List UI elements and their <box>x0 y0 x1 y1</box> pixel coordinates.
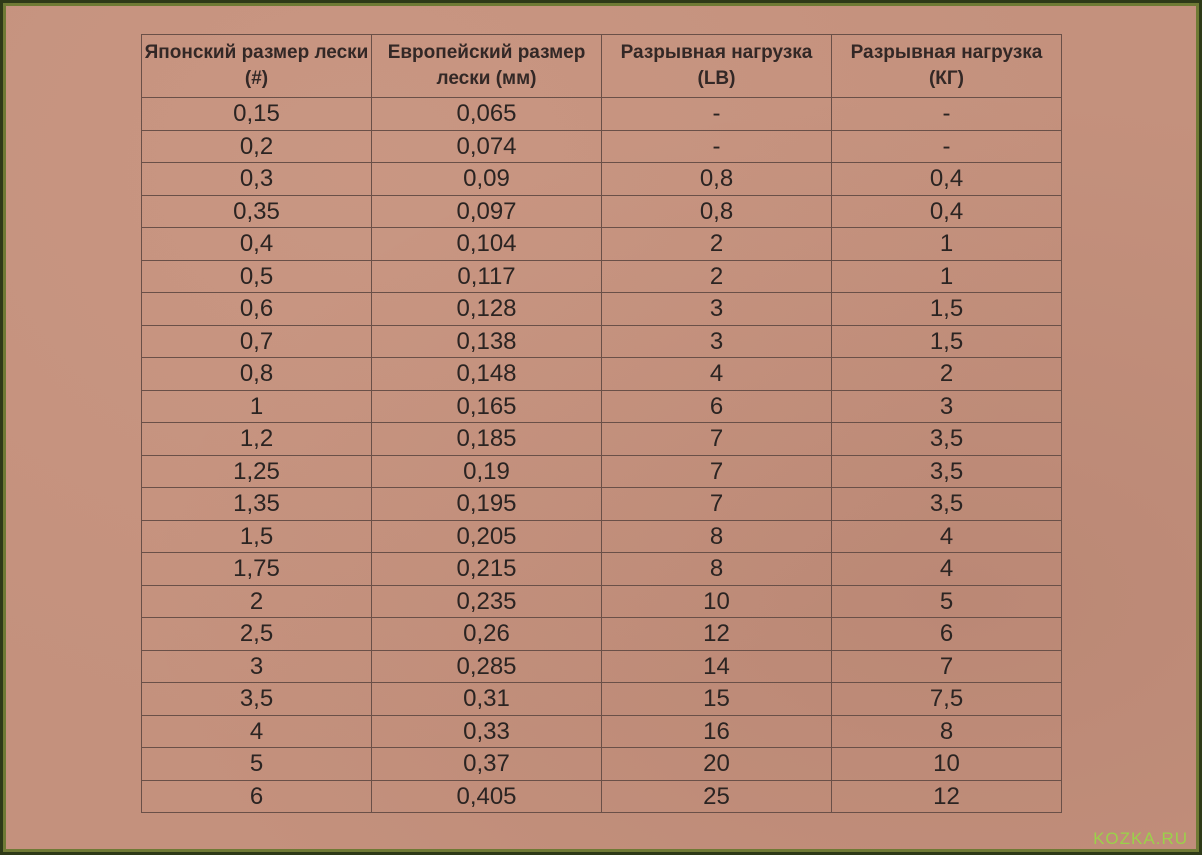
table-row <box>142 130 1062 163</box>
japanese-size-cell: 2 <box>142 585 372 618</box>
japanese-size-cell: 1,5 <box>142 520 372 553</box>
european-size-cell: 0,26 <box>372 618 602 651</box>
table-row <box>142 715 1062 748</box>
table-row <box>142 98 1062 131</box>
breaking-load-kg-cell: 7 <box>832 650 1062 683</box>
table-row <box>142 585 1062 618</box>
japanese-size-cell: 0,2 <box>142 130 372 163</box>
european-size-cell: 0,128 <box>372 293 602 326</box>
table-row <box>142 650 1062 683</box>
breaking-load-lb-cell: 20 <box>602 748 832 781</box>
european-size-cell: 0,065 <box>372 98 602 131</box>
breaking-load-kg-cell: 2 <box>832 358 1062 391</box>
breaking-load-kg-cell: 12 <box>832 780 1062 813</box>
table-row <box>142 358 1062 391</box>
european-size-cell: 0,165 <box>372 390 602 423</box>
breaking-load-lb-cell: 12 <box>602 618 832 651</box>
breaking-load-lb-cell: 8 <box>602 553 832 586</box>
breaking-load-kg-cell: 0,4 <box>832 163 1062 196</box>
breaking-load-lb-cell: 10 <box>602 585 832 618</box>
breaking-load-kg-cell: 10 <box>832 748 1062 781</box>
breaking-load-kg-cell: 5 <box>832 585 1062 618</box>
breaking-load-kg-cell: 4 <box>832 520 1062 553</box>
european-size-cell: 0,19 <box>372 455 602 488</box>
header-breaking-load-kg: Разрывная нагрузка (КГ) <box>832 35 1062 98</box>
header-japanese-size: Японский размер лески (#) <box>142 35 372 98</box>
table-row <box>142 260 1062 293</box>
breaking-load-lb-cell: 3 <box>602 325 832 358</box>
european-size-cell: 0,138 <box>372 325 602 358</box>
european-size-cell: 0,185 <box>372 423 602 456</box>
european-size-cell: 0,31 <box>372 683 602 716</box>
breaking-load-lb-cell: - <box>602 98 832 131</box>
japanese-size-cell: 5 <box>142 748 372 781</box>
european-size-cell: 0,405 <box>372 780 602 813</box>
breaking-load-lb-cell: 7 <box>602 488 832 521</box>
breaking-load-lb-cell: 14 <box>602 650 832 683</box>
header-row <box>142 35 1062 98</box>
japanese-size-cell: 2,5 <box>142 618 372 651</box>
european-size-cell: 0,097 <box>372 195 602 228</box>
table-row <box>142 293 1062 326</box>
breaking-load-lb-cell: 8 <box>602 520 832 553</box>
line-size-table <box>141 34 1062 813</box>
european-size-cell: 0,235 <box>372 585 602 618</box>
japanese-size-cell: 4 <box>142 715 372 748</box>
japanese-size-cell: 3,5 <box>142 683 372 716</box>
japanese-size-cell: 6 <box>142 780 372 813</box>
european-size-cell: 0,37 <box>372 748 602 781</box>
table-header <box>142 35 1062 98</box>
breaking-load-lb-cell: 15 <box>602 683 832 716</box>
breaking-load-kg-cell: 0,4 <box>832 195 1062 228</box>
breaking-load-kg-cell: 8 <box>832 715 1062 748</box>
breaking-load-kg-cell: - <box>832 130 1062 163</box>
table-row <box>142 228 1062 261</box>
european-size-cell: 0,195 <box>372 488 602 521</box>
japanese-size-cell: 0,4 <box>142 228 372 261</box>
breaking-load-lb-cell: 7 <box>602 455 832 488</box>
breaking-load-lb-cell: 4 <box>602 358 832 391</box>
breaking-load-kg-cell: 6 <box>832 618 1062 651</box>
table-row <box>142 780 1062 813</box>
european-size-cell: 0,148 <box>372 358 602 391</box>
table-body <box>142 98 1062 813</box>
japanese-size-cell: 1,35 <box>142 488 372 521</box>
breaking-load-lb-cell: 2 <box>602 260 832 293</box>
table-row <box>142 520 1062 553</box>
japanese-size-cell: 0,3 <box>142 163 372 196</box>
european-size-cell: 0,215 <box>372 553 602 586</box>
table-row <box>142 455 1062 488</box>
european-size-cell: 0,09 <box>372 163 602 196</box>
japanese-size-cell: 1,75 <box>142 553 372 586</box>
breaking-load-lb-cell: 2 <box>602 228 832 261</box>
japanese-size-cell: 0,8 <box>142 358 372 391</box>
japanese-size-cell: 3 <box>142 650 372 683</box>
table-row <box>142 683 1062 716</box>
breaking-load-kg-cell: 1,5 <box>832 325 1062 358</box>
breaking-load-kg-cell: - <box>832 98 1062 131</box>
breaking-load-lb-cell: 0,8 <box>602 163 832 196</box>
european-size-cell: 0,117 <box>372 260 602 293</box>
breaking-load-lb-cell: 25 <box>602 780 832 813</box>
japanese-size-cell: 1,25 <box>142 455 372 488</box>
breaking-load-lb-cell: 16 <box>602 715 832 748</box>
breaking-load-kg-cell: 3,5 <box>832 455 1062 488</box>
breaking-load-kg-cell: 3,5 <box>832 423 1062 456</box>
breaking-load-lb-cell: 6 <box>602 390 832 423</box>
breaking-load-kg-cell: 3 <box>832 390 1062 423</box>
header-breaking-load-lb: Разрывная нагрузка (LB) <box>602 35 832 98</box>
breaking-load-kg-cell: 1 <box>832 260 1062 293</box>
european-size-cell: 0,074 <box>372 130 602 163</box>
japanese-size-cell: 0,7 <box>142 325 372 358</box>
table-row <box>142 488 1062 521</box>
japanese-size-cell: 1 <box>142 390 372 423</box>
japanese-size-cell: 0,15 <box>142 98 372 131</box>
japanese-size-cell: 0,6 <box>142 293 372 326</box>
european-size-cell: 0,205 <box>372 520 602 553</box>
site-watermark: KOZKA.RU <box>1093 829 1188 848</box>
breaking-load-kg-cell: 1,5 <box>832 293 1062 326</box>
table-row <box>142 163 1062 196</box>
table-row <box>142 195 1062 228</box>
breaking-load-kg-cell: 7,5 <box>832 683 1062 716</box>
japanese-size-cell: 1,2 <box>142 423 372 456</box>
european-size-cell: 0,104 <box>372 228 602 261</box>
table-row <box>142 423 1062 456</box>
table-row <box>142 618 1062 651</box>
table-row <box>142 325 1062 358</box>
breaking-load-lb-cell: 0,8 <box>602 195 832 228</box>
breaking-load-kg-cell: 1 <box>832 228 1062 261</box>
table-row <box>142 390 1062 423</box>
japanese-size-cell: 0,35 <box>142 195 372 228</box>
european-size-cell: 0,33 <box>372 715 602 748</box>
table-row <box>142 748 1062 781</box>
breaking-load-kg-cell: 3,5 <box>832 488 1062 521</box>
european-size-cell: 0,285 <box>372 650 602 683</box>
breaking-load-kg-cell: 4 <box>832 553 1062 586</box>
header-european-size: Европейский размер лески (мм) <box>372 35 602 98</box>
breaking-load-lb-cell: - <box>602 130 832 163</box>
japanese-size-cell: 0,5 <box>142 260 372 293</box>
table-row <box>142 553 1062 586</box>
breaking-load-lb-cell: 3 <box>602 293 832 326</box>
breaking-load-lb-cell: 7 <box>602 423 832 456</box>
